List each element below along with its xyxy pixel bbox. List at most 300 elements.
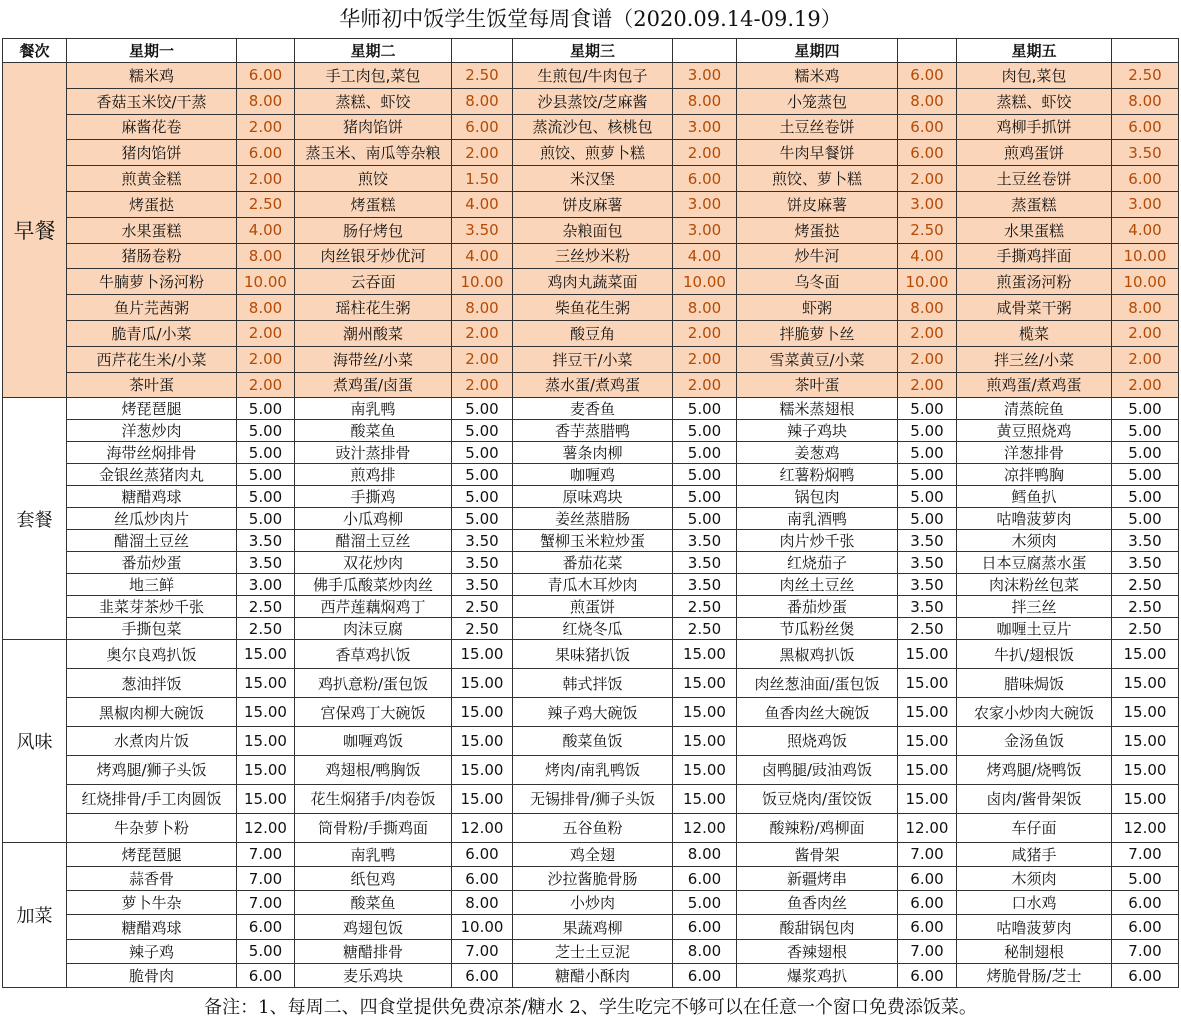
price-cell: 5.00 bbox=[673, 486, 737, 508]
dish-cell: 糯米蒸翅根 bbox=[737, 398, 898, 420]
dish-cell: 果味猪扒饭 bbox=[513, 640, 673, 669]
dish-cell: 鱼香肉丝大碗饭 bbox=[737, 698, 898, 727]
price-cell: 6.00 bbox=[452, 866, 513, 890]
price-cell: 7.00 bbox=[1112, 939, 1179, 963]
menu-row bbox=[3, 191, 1179, 217]
header-day: 星期五 bbox=[957, 39, 1112, 63]
dish-cell: 杂粮面包 bbox=[513, 217, 673, 243]
price-cell: 6.00 bbox=[1112, 915, 1179, 939]
dish-cell: 木须肉 bbox=[957, 530, 1112, 552]
menu-row bbox=[3, 295, 1179, 321]
dish-cell: 茶叶蛋 bbox=[737, 372, 898, 398]
dish-cell: 筒骨粉/手撕鸡面 bbox=[295, 813, 452, 842]
price-cell: 4.00 bbox=[673, 243, 737, 269]
header-price bbox=[898, 39, 957, 63]
price-cell: 2.50 bbox=[898, 618, 957, 640]
dish-cell: 蒜香骨 bbox=[67, 866, 237, 890]
dish-cell: 南乳鸭 bbox=[295, 842, 452, 866]
dish-cell: 萝卜牛杂 bbox=[67, 891, 237, 915]
price-cell: 5.00 bbox=[452, 508, 513, 530]
dish-cell: 炒牛河 bbox=[737, 243, 898, 269]
price-cell: 8.00 bbox=[673, 842, 737, 866]
dish-cell: 肉沫粉丝包菜 bbox=[957, 574, 1112, 596]
meal-label: 早餐 bbox=[3, 63, 67, 398]
price-cell: 5.00 bbox=[898, 442, 957, 464]
price-cell: 7.00 bbox=[898, 842, 957, 866]
price-cell: 15.00 bbox=[898, 669, 957, 698]
dish-cell: 猪肉馅饼 bbox=[67, 140, 237, 166]
price-cell: 5.00 bbox=[452, 420, 513, 442]
price-cell: 2.00 bbox=[673, 372, 737, 398]
price-cell: 5.00 bbox=[237, 398, 295, 420]
price-cell: 2.00 bbox=[1112, 372, 1179, 398]
price-cell: 15.00 bbox=[898, 727, 957, 756]
dish-cell: 煎饺、煎萝卜糕 bbox=[513, 140, 673, 166]
price-cell: 15.00 bbox=[237, 640, 295, 669]
price-cell: 2.00 bbox=[898, 320, 957, 346]
price-cell: 2.50 bbox=[452, 63, 513, 89]
dish-cell: 黑椒肉柳大碗饭 bbox=[67, 698, 237, 727]
dish-cell: 煎蛋饼 bbox=[513, 596, 673, 618]
price-cell: 5.00 bbox=[1112, 866, 1179, 890]
menu-row bbox=[3, 420, 1179, 442]
dish-cell: 肠仔烤包 bbox=[295, 217, 452, 243]
price-cell: 10.00 bbox=[1112, 269, 1179, 295]
price-cell: 6.00 bbox=[452, 964, 513, 988]
dish-cell: 口水鸡 bbox=[957, 891, 1112, 915]
dish-cell: 花生焖猪手/肉卷饭 bbox=[295, 784, 452, 813]
dish-cell: 芝士土豆泥 bbox=[513, 939, 673, 963]
dish-cell: 佛手瓜酸菜炒肉丝 bbox=[295, 574, 452, 596]
dish-cell: 咖喱鸡 bbox=[513, 464, 673, 486]
price-cell: 4.00 bbox=[452, 243, 513, 269]
dish-cell: 水果蛋糕 bbox=[957, 217, 1112, 243]
price-cell: 6.00 bbox=[898, 63, 957, 89]
price-cell: 5.00 bbox=[673, 420, 737, 442]
dish-cell: 小笼蒸包 bbox=[737, 88, 898, 114]
dish-cell: 煎黄金糕 bbox=[67, 166, 237, 192]
dish-cell: 茶叶蛋 bbox=[67, 372, 237, 398]
price-cell: 8.00 bbox=[237, 88, 295, 114]
dish-cell: 韩式拌饭 bbox=[513, 669, 673, 698]
dish-cell: 蒸蛋糕 bbox=[957, 191, 1112, 217]
price-cell: 2.00 bbox=[898, 372, 957, 398]
price-cell: 6.00 bbox=[898, 964, 957, 988]
price-cell: 3.50 bbox=[898, 552, 957, 574]
dish-cell: 鸡翅包饭 bbox=[295, 915, 452, 939]
menu-table bbox=[2, 38, 1179, 988]
dish-cell: 榄菜 bbox=[957, 320, 1112, 346]
price-cell: 3.00 bbox=[673, 114, 737, 140]
menu-row bbox=[3, 842, 1179, 866]
dish-cell: 节瓜粉丝煲 bbox=[737, 618, 898, 640]
price-cell: 6.00 bbox=[898, 915, 957, 939]
menu-row bbox=[3, 88, 1179, 114]
dish-cell: 牛杂萝卜粉 bbox=[67, 813, 237, 842]
menu-row bbox=[3, 372, 1179, 398]
menu-row bbox=[3, 866, 1179, 890]
price-cell: 5.00 bbox=[237, 508, 295, 530]
price-cell: 5.00 bbox=[673, 398, 737, 420]
menu-row bbox=[3, 166, 1179, 192]
price-cell: 8.00 bbox=[452, 891, 513, 915]
dish-cell: 麻酱花卷 bbox=[67, 114, 237, 140]
price-cell: 15.00 bbox=[452, 698, 513, 727]
dish-cell: 咕噜菠萝肉 bbox=[957, 508, 1112, 530]
menu-row bbox=[3, 464, 1179, 486]
dish-cell: 红薯粉焖鸭 bbox=[737, 464, 898, 486]
dish-cell: 姜葱鸡 bbox=[737, 442, 898, 464]
dish-cell: 蟹柳玉米粒炒蛋 bbox=[513, 530, 673, 552]
dish-cell: 猪肉馅饼 bbox=[295, 114, 452, 140]
price-cell: 3.50 bbox=[452, 217, 513, 243]
price-cell: 10.00 bbox=[452, 915, 513, 939]
price-cell: 5.00 bbox=[898, 508, 957, 530]
price-cell: 7.00 bbox=[898, 939, 957, 963]
price-cell: 15.00 bbox=[237, 755, 295, 784]
dish-cell: 烤蛋挞 bbox=[737, 217, 898, 243]
price-cell: 15.00 bbox=[1112, 784, 1179, 813]
dish-cell: 卤肉/酱骨架饭 bbox=[957, 784, 1112, 813]
dish-cell: 凉拌鸭胸 bbox=[957, 464, 1112, 486]
dish-cell: 雪菜黄豆/小菜 bbox=[737, 346, 898, 372]
price-cell: 2.50 bbox=[898, 217, 957, 243]
price-cell: 8.00 bbox=[673, 295, 737, 321]
price-cell: 10.00 bbox=[673, 269, 737, 295]
page-title: 华师初中饭学生饭堂每周食谱（2020.09.14-09.19） bbox=[339, 7, 842, 31]
price-cell: 5.00 bbox=[673, 464, 737, 486]
price-cell: 15.00 bbox=[237, 669, 295, 698]
dish-cell: 双花炒肉 bbox=[295, 552, 452, 574]
dish-cell: 牛腩萝卜汤河粉 bbox=[67, 269, 237, 295]
price-cell: 8.00 bbox=[237, 243, 295, 269]
price-cell: 3.00 bbox=[898, 191, 957, 217]
dish-cell: 新疆烤串 bbox=[737, 866, 898, 890]
dish-cell: 饼皮麻薯 bbox=[737, 191, 898, 217]
header-row bbox=[3, 39, 1179, 63]
dish-cell: 脆青瓜/小菜 bbox=[67, 320, 237, 346]
dish-cell: 咖喱鸡饭 bbox=[295, 727, 452, 756]
price-cell: 6.00 bbox=[898, 866, 957, 890]
dish-cell: 煎鸡蛋/煮鸡蛋 bbox=[957, 372, 1112, 398]
dish-cell: 咸骨菜干粥 bbox=[957, 295, 1112, 321]
dish-cell: 乌冬面 bbox=[737, 269, 898, 295]
dish-cell: 南乳鸭 bbox=[295, 398, 452, 420]
dish-cell: 瑶柱花生粥 bbox=[295, 295, 452, 321]
dish-cell: 酸菜鱼饭 bbox=[513, 727, 673, 756]
price-cell: 6.00 bbox=[452, 842, 513, 866]
dish-cell: 咕噜菠萝肉 bbox=[957, 915, 1112, 939]
price-cell: 6.00 bbox=[237, 140, 295, 166]
menu-row bbox=[3, 320, 1179, 346]
price-cell: 2.00 bbox=[452, 346, 513, 372]
header-day: 星期二 bbox=[295, 39, 452, 63]
price-cell: 5.00 bbox=[452, 486, 513, 508]
price-cell: 10.00 bbox=[237, 269, 295, 295]
dish-cell: 蒸流沙包、核桃包 bbox=[513, 114, 673, 140]
price-cell: 3.50 bbox=[1112, 530, 1179, 552]
dish-cell: 生煎包/牛肉包子 bbox=[513, 63, 673, 89]
price-cell: 2.00 bbox=[237, 166, 295, 192]
dish-cell: 葱油拌饭 bbox=[67, 669, 237, 698]
dish-cell: 牛扒/翅根饭 bbox=[957, 640, 1112, 669]
price-cell: 3.50 bbox=[452, 574, 513, 596]
dish-cell: 照烧鸡饭 bbox=[737, 727, 898, 756]
price-cell: 2.00 bbox=[237, 320, 295, 346]
price-cell: 2.50 bbox=[673, 618, 737, 640]
dish-cell: 辣子鸡块 bbox=[737, 420, 898, 442]
dish-cell: 秘制翅根 bbox=[957, 939, 1112, 963]
price-cell: 5.00 bbox=[237, 939, 295, 963]
dish-cell: 烤脆骨肠/芝士 bbox=[957, 964, 1112, 988]
price-cell: 5.00 bbox=[237, 420, 295, 442]
dish-cell: 醋溜土豆丝 bbox=[295, 530, 452, 552]
dish-cell: 日本豆腐蒸水蛋 bbox=[957, 552, 1112, 574]
price-cell: 3.00 bbox=[673, 217, 737, 243]
menu-row bbox=[3, 669, 1179, 698]
price-cell: 4.00 bbox=[237, 217, 295, 243]
dish-cell: 地三鲜 bbox=[67, 574, 237, 596]
dish-cell: 蒸玉米、南瓜等杂粮 bbox=[295, 140, 452, 166]
dish-cell: 烤鸡腿/烧鸭饭 bbox=[957, 755, 1112, 784]
dish-cell: 煎饺、萝卜糕 bbox=[737, 166, 898, 192]
dish-cell: 煎鸡蛋饼 bbox=[957, 140, 1112, 166]
price-cell: 7.00 bbox=[237, 866, 295, 890]
price-cell: 12.00 bbox=[452, 813, 513, 842]
dish-cell: 烤肉/南乳鸭饭 bbox=[513, 755, 673, 784]
dish-cell: 纸包鸡 bbox=[295, 866, 452, 890]
dish-cell: 辣子鸡大碗饭 bbox=[513, 698, 673, 727]
dish-cell: 水煮肉片饭 bbox=[67, 727, 237, 756]
header-price bbox=[1112, 39, 1179, 63]
price-cell: 5.00 bbox=[673, 442, 737, 464]
dish-cell: 煎蛋汤河粉 bbox=[957, 269, 1112, 295]
header-day: 星期一 bbox=[67, 39, 237, 63]
price-cell: 6.00 bbox=[898, 891, 957, 915]
dish-cell: 丝瓜炒肉片 bbox=[67, 508, 237, 530]
header-price bbox=[237, 39, 295, 63]
price-cell: 5.00 bbox=[1112, 398, 1179, 420]
dish-cell: 肉沫豆腐 bbox=[295, 618, 452, 640]
menu-row bbox=[3, 727, 1179, 756]
price-cell: 6.00 bbox=[237, 964, 295, 988]
dish-cell: 鸡全翅 bbox=[513, 842, 673, 866]
price-cell: 5.00 bbox=[452, 464, 513, 486]
price-cell: 6.00 bbox=[452, 114, 513, 140]
price-cell: 15.00 bbox=[673, 784, 737, 813]
dish-cell: 猪肠卷粉 bbox=[67, 243, 237, 269]
dish-cell: 小瓜鸡柳 bbox=[295, 508, 452, 530]
menu-row bbox=[3, 530, 1179, 552]
dish-cell: 煮鸡蛋/卤蛋 bbox=[295, 372, 452, 398]
dish-cell: 黄豆照烧鸡 bbox=[957, 420, 1112, 442]
price-cell: 8.00 bbox=[673, 88, 737, 114]
dish-cell: 车仔面 bbox=[957, 813, 1112, 842]
dish-cell: 木须肉 bbox=[957, 866, 1112, 890]
dish-cell: 番茄炒蛋 bbox=[67, 552, 237, 574]
menu-row bbox=[3, 813, 1179, 842]
menu-row bbox=[3, 915, 1179, 939]
dish-cell: 烤蛋糕 bbox=[295, 191, 452, 217]
dish-cell: 肉丝银牙炒优河 bbox=[295, 243, 452, 269]
price-cell: 15.00 bbox=[898, 640, 957, 669]
dish-cell: 金银丝蒸猪肉丸 bbox=[67, 464, 237, 486]
dish-cell: 酱骨架 bbox=[737, 842, 898, 866]
dish-cell: 沙县蒸饺/芝麻酱 bbox=[513, 88, 673, 114]
price-cell: 8.00 bbox=[673, 939, 737, 963]
dish-cell: 香草鸡扒饭 bbox=[295, 640, 452, 669]
menu-row bbox=[3, 140, 1179, 166]
price-cell: 2.00 bbox=[237, 372, 295, 398]
dish-cell: 卤鸭腿/豉油鸡饭 bbox=[737, 755, 898, 784]
dish-cell: 红烧冬瓜 bbox=[513, 618, 673, 640]
menu-row bbox=[3, 698, 1179, 727]
price-cell: 3.00 bbox=[673, 191, 737, 217]
price-cell: 8.00 bbox=[452, 295, 513, 321]
price-cell: 2.50 bbox=[452, 596, 513, 618]
price-cell: 15.00 bbox=[673, 727, 737, 756]
price-cell: 12.00 bbox=[673, 813, 737, 842]
price-cell: 2.00 bbox=[673, 320, 737, 346]
dish-cell: 无锡排骨/狮子头饭 bbox=[513, 784, 673, 813]
price-cell: 5.00 bbox=[1112, 486, 1179, 508]
footer-note: 备注：1、每周二、四食堂提供免费凉茶/糖水 2、学生吃完不够可以在任意一个窗口免费添饭菜。 bbox=[204, 997, 977, 1018]
dish-cell: 韭菜芽茶炒千张 bbox=[67, 596, 237, 618]
dish-cell: 烤蛋挞 bbox=[67, 191, 237, 217]
dish-cell: 鸡肉丸蔬菜面 bbox=[513, 269, 673, 295]
price-cell: 5.00 bbox=[1112, 442, 1179, 464]
dish-cell: 糖醋鸡球 bbox=[67, 486, 237, 508]
dish-cell: 烤琵琶腿 bbox=[67, 842, 237, 866]
dish-cell: 金汤鱼饭 bbox=[957, 727, 1112, 756]
price-cell: 2.50 bbox=[237, 618, 295, 640]
menu-row bbox=[3, 243, 1179, 269]
price-cell: 3.00 bbox=[237, 574, 295, 596]
price-cell: 3.50 bbox=[237, 530, 295, 552]
price-cell: 10.00 bbox=[1112, 243, 1179, 269]
dish-cell: 煎饺 bbox=[295, 166, 452, 192]
dish-cell: 糯米鸡 bbox=[737, 63, 898, 89]
dish-cell: 南乳酒鸭 bbox=[737, 508, 898, 530]
dish-cell: 香辣翅根 bbox=[737, 939, 898, 963]
price-cell: 15.00 bbox=[1112, 669, 1179, 698]
dish-cell: 蒸糕、虾饺 bbox=[957, 88, 1112, 114]
price-cell: 15.00 bbox=[898, 784, 957, 813]
price-cell: 15.00 bbox=[673, 640, 737, 669]
price-cell: 2.00 bbox=[1112, 346, 1179, 372]
price-cell: 15.00 bbox=[237, 698, 295, 727]
dish-cell: 奥尔良鸡扒饭 bbox=[67, 640, 237, 669]
dish-cell: 腊味焗饭 bbox=[957, 669, 1112, 698]
price-cell: 2.00 bbox=[673, 140, 737, 166]
meal-label: 风味 bbox=[3, 640, 67, 842]
price-cell: 2.50 bbox=[1112, 596, 1179, 618]
menu-row bbox=[3, 346, 1179, 372]
price-cell: 12.00 bbox=[237, 813, 295, 842]
dish-cell: 薯条肉柳 bbox=[513, 442, 673, 464]
meal-label: 加菜 bbox=[3, 842, 67, 988]
dish-cell: 沙拉酱脆骨肠 bbox=[513, 866, 673, 890]
dish-cell: 咖喱土豆片 bbox=[957, 618, 1112, 640]
price-cell: 2.00 bbox=[237, 114, 295, 140]
dish-cell: 清蒸皖鱼 bbox=[957, 398, 1112, 420]
dish-cell: 咸猪手 bbox=[957, 842, 1112, 866]
price-cell: 7.00 bbox=[237, 842, 295, 866]
menu-row bbox=[3, 442, 1179, 464]
price-cell: 2.00 bbox=[452, 372, 513, 398]
price-cell: 5.00 bbox=[1112, 420, 1179, 442]
dish-cell: 虾粥 bbox=[737, 295, 898, 321]
dish-cell: 鱼香肉丝 bbox=[737, 891, 898, 915]
dish-cell: 香芋蒸腊鸭 bbox=[513, 420, 673, 442]
menu-row bbox=[3, 596, 1179, 618]
menu-row bbox=[3, 939, 1179, 963]
dish-cell: 原味鸡块 bbox=[513, 486, 673, 508]
price-cell: 5.00 bbox=[1112, 508, 1179, 530]
dish-cell: 红烧茄子 bbox=[737, 552, 898, 574]
menu-row bbox=[3, 784, 1179, 813]
dish-cell: 蒸糕、虾饺 bbox=[295, 88, 452, 114]
dish-cell: 拌三丝 bbox=[957, 596, 1112, 618]
dish-cell: 潮州酸菜 bbox=[295, 320, 452, 346]
dish-cell: 糯米鸡 bbox=[67, 63, 237, 89]
dish-cell: 牛肉早餐饼 bbox=[737, 140, 898, 166]
price-cell: 5.00 bbox=[237, 464, 295, 486]
dish-cell: 酸菜鱼 bbox=[295, 420, 452, 442]
meal-label: 套餐 bbox=[3, 398, 67, 640]
dish-cell: 锅包肉 bbox=[737, 486, 898, 508]
price-cell: 7.00 bbox=[237, 891, 295, 915]
price-cell: 2.50 bbox=[237, 191, 295, 217]
dish-cell: 烤琵琶腿 bbox=[67, 398, 237, 420]
price-cell: 15.00 bbox=[898, 698, 957, 727]
price-cell: 6.00 bbox=[673, 964, 737, 988]
dish-cell: 黑椒鸡扒饭 bbox=[737, 640, 898, 669]
price-cell: 15.00 bbox=[1112, 698, 1179, 727]
header-day: 星期三 bbox=[513, 39, 673, 63]
price-cell: 8.00 bbox=[898, 295, 957, 321]
header-meal: 餐次 bbox=[3, 39, 67, 63]
dish-cell: 酸甜锅包肉 bbox=[737, 915, 898, 939]
price-cell: 15.00 bbox=[452, 755, 513, 784]
price-cell: 3.00 bbox=[1112, 191, 1179, 217]
dish-cell: 米汉堡 bbox=[513, 166, 673, 192]
price-cell: 3.50 bbox=[1112, 140, 1179, 166]
dish-cell: 鱼片芫茜粥 bbox=[67, 295, 237, 321]
dish-cell: 蒸水蛋/煮鸡蛋 bbox=[513, 372, 673, 398]
menu-row bbox=[3, 891, 1179, 915]
dish-cell: 肉片炒千张 bbox=[737, 530, 898, 552]
dish-cell: 三丝炒米粉 bbox=[513, 243, 673, 269]
price-cell: 5.00 bbox=[898, 464, 957, 486]
dish-cell: 西芹莲藕焖鸡丁 bbox=[295, 596, 452, 618]
price-cell: 15.00 bbox=[452, 784, 513, 813]
header-price bbox=[673, 39, 737, 63]
dish-cell: 手工肉包,菜包 bbox=[295, 63, 452, 89]
dish-cell: 酸菜鱼 bbox=[295, 891, 452, 915]
price-cell: 6.00 bbox=[673, 166, 737, 192]
price-cell: 6.00 bbox=[1112, 166, 1179, 192]
price-cell: 15.00 bbox=[452, 669, 513, 698]
menu-row bbox=[3, 640, 1179, 669]
dish-cell: 拌脆萝卜丝 bbox=[737, 320, 898, 346]
dish-cell: 番茄炒蛋 bbox=[737, 596, 898, 618]
dish-cell: 糖醋鸡球 bbox=[67, 915, 237, 939]
dish-cell: 水果蛋糕 bbox=[67, 217, 237, 243]
dish-cell: 拌豆干/小菜 bbox=[513, 346, 673, 372]
dish-cell: 土豆丝卷饼 bbox=[737, 114, 898, 140]
dish-cell: 煎鸡排 bbox=[295, 464, 452, 486]
